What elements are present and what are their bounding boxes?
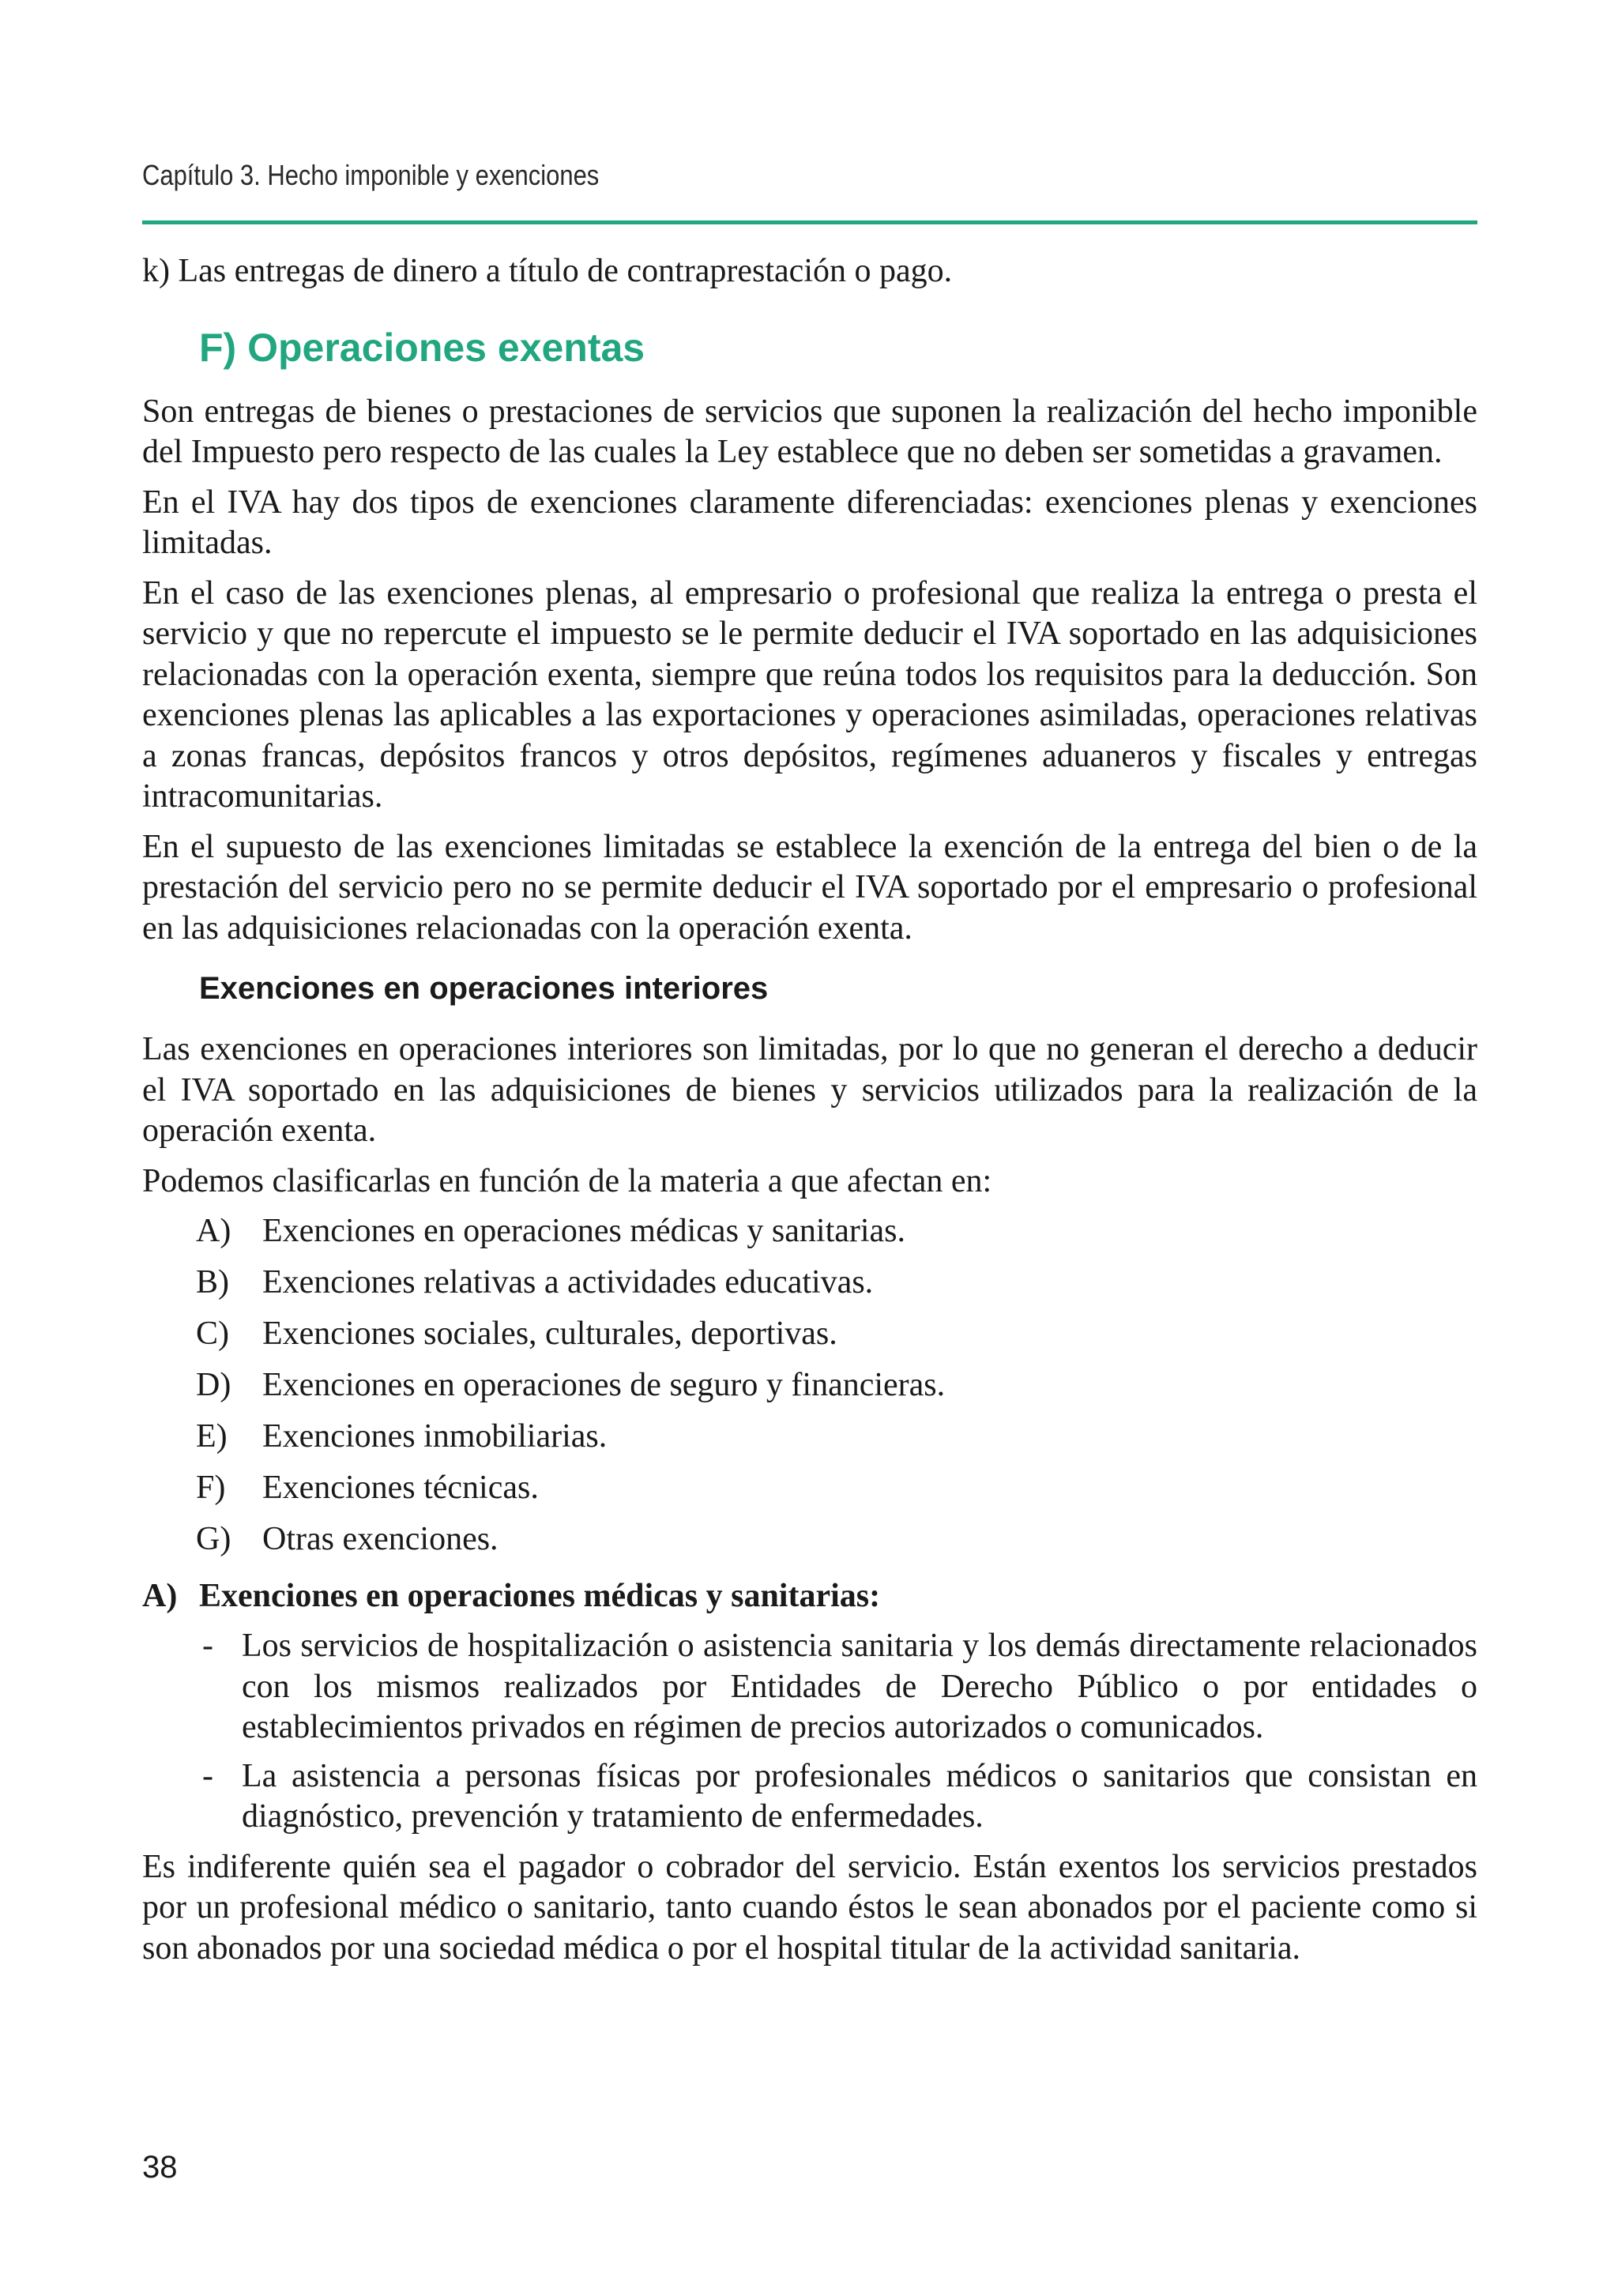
list-item xyxy=(142,1211,1477,1252)
heading-marker: A) xyxy=(142,1577,178,1614)
list-marker: F) xyxy=(196,1470,226,1506)
page-content xyxy=(142,251,1477,1978)
list-item xyxy=(142,1314,1477,1355)
closing-paragraph: Es indiferente quién sea el pagador o cobrador del servicio. Están exentos los servicios prestados por un profesional médico o sanitario, tanto cuando éstos le sean abonados por el paciente como si son abonados por una sociedad médica o por el hospital titular de la actividad sanitaria. xyxy=(142,1848,1477,1967)
list-item-k: k) Las entregas de dinero a título de contraprestación o pago. xyxy=(142,253,953,289)
list-item-text: Otras exenciones. xyxy=(262,1521,499,1557)
section-heading-operaciones-exentas: F) Operaciones exentas xyxy=(199,325,645,370)
classification-list xyxy=(142,1211,1477,1560)
list-item xyxy=(142,1417,1477,1458)
list-item xyxy=(142,1756,1477,1838)
heading-text: Exenciones en operaciones médicas y sanitarias: xyxy=(199,1577,881,1614)
list-item-text: Exenciones en operaciones de seguro y financieras. xyxy=(262,1367,946,1403)
paragraph: En el caso de las exenciones plenas, al empresario o profesional que realiza la entrega o presta el servicio y que no repercute el impuesto se le permite deducir el IVA soportado en las adquisiciones relacionadas con la operación exenta, siempre que reúna todos los requisitos para la deducción. Son exenciones plenas las aplicables a las exportaciones y operaciones asimiladas, operaciones relativas a zonas francas, depósitos francos y otros depósitos, regímenes aduaneros y fiscales y entregas intracomunitarias. xyxy=(142,574,1477,815)
list-item xyxy=(142,1263,1477,1304)
header-rule xyxy=(142,220,1477,224)
list-item-text: Exenciones técnicas. xyxy=(262,1470,539,1506)
list-marker: C) xyxy=(196,1315,229,1352)
dash-list xyxy=(142,1626,1477,1838)
list-marker: E) xyxy=(196,1418,228,1455)
list-item-text: Exenciones sociales, culturales, deportivas. xyxy=(262,1315,837,1352)
list-item xyxy=(142,1519,1477,1560)
paragraph: Son entregas de bienes o prestaciones de servicios que suponen la realización del hecho imponible del Impuesto pero respecto de las cuales la Ley establece que no deben ser sometidas a gravamen. xyxy=(142,393,1477,470)
running-header: Capítulo 3. Hecho imponible y exenciones xyxy=(142,159,600,191)
section-heading-medicas-sanitarias xyxy=(142,1576,1477,1617)
dash-marker: - xyxy=(202,1757,213,1794)
paragraph: Podemos clasificarlas en función de la materia a que afectan en: xyxy=(142,1162,992,1199)
list-item-text: Exenciones relativas a actividades educativas. xyxy=(262,1264,874,1300)
list-item-text: Exenciones en operaciones médicas y sanitarias. xyxy=(262,1213,906,1249)
paragraph: En el supuesto de las exenciones limitadas se establece la exención de la entrega del bien o de la prestación del servicio pero no se permite deducir el IVA soportado por el empresario o profesional en las adquisiciones relacionadas con la operación exenta. xyxy=(142,828,1477,947)
list-item-text: La asistencia a personas físicas por profesionales médicos o sanitarios que consistan en diagnóstico, prevención y tratamiento de enfermedades. xyxy=(242,1757,1477,1835)
list-item xyxy=(142,1365,1477,1406)
list-marker: D) xyxy=(196,1367,231,1403)
paragraph: Las exenciones en operaciones interiores son limitadas, por lo que no generan el derecho a deducir el IVA soportado en las adquisiciones de bienes y servicios utilizados para la realización de la operación exenta. xyxy=(142,1031,1477,1149)
list-item-text: Exenciones inmobiliarias. xyxy=(262,1418,608,1455)
list-marker: B) xyxy=(196,1264,229,1300)
list-marker: G) xyxy=(196,1521,231,1557)
dash-marker: - xyxy=(202,1628,213,1664)
subheading-operaciones-interiores: Exenciones en operaciones interiores xyxy=(199,971,769,1006)
list-marker: A) xyxy=(196,1213,231,1249)
list-item xyxy=(142,1468,1477,1509)
list-item-text: Los servicios de hospitalización o asistencia sanitaria y los demás directamente relacionados con los mismos realizados por Entidades de Derecho Público o por entidades o establecimientos privados en régimen de precios autorizados o comunicados. xyxy=(242,1628,1477,1745)
page-number: 38 xyxy=(142,2150,178,2185)
paragraph: En el IVA hay dos tipos de exenciones claramente diferenciadas: exenciones plenas y exenciones limitadas. xyxy=(142,484,1477,561)
list-item xyxy=(142,1626,1477,1748)
